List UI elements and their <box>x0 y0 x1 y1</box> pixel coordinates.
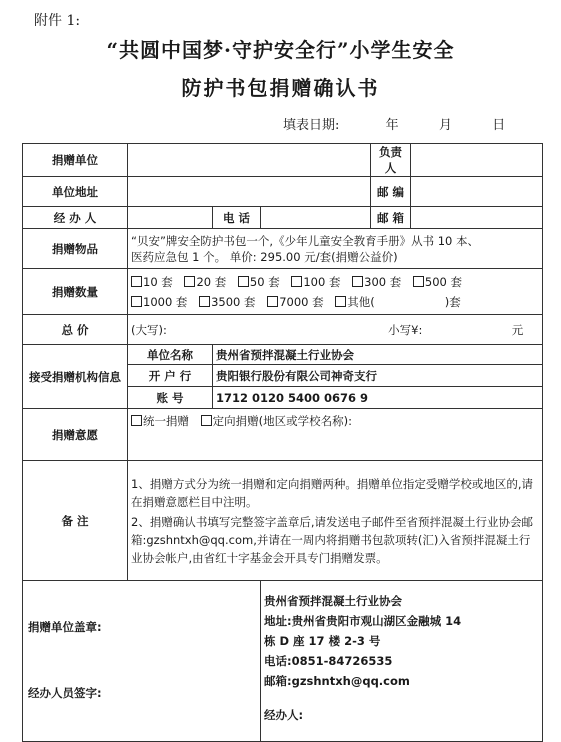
fill-date-row <box>283 114 505 133</box>
checkbox[interactable] <box>291 276 302 287</box>
donor-unit-field[interactable] <box>128 144 371 177</box>
bank-value: 贵阳银行股份有限公司神奇支行 <box>213 365 543 387</box>
unit-address-label: 单位地址 <box>23 177 128 207</box>
qty-option[interactable]: 50 套 <box>238 274 280 290</box>
handler-field[interactable] <box>128 207 213 229</box>
qty-option[interactable]: 3500 套 <box>199 294 255 310</box>
checkbox[interactable] <box>352 276 363 287</box>
qty-option[interactable]: 10 套 <box>131 274 173 290</box>
recv-name-label: 单位名称 <box>128 345 213 365</box>
postcode-field[interactable] <box>411 177 543 207</box>
signature-label: 经办人员签字: <box>28 686 102 700</box>
org-address-cont: 栋 D 座 17 楼 2-3 号 <box>264 634 381 648</box>
checkbox[interactable] <box>131 296 142 307</box>
total-upper-label: (大写): <box>131 322 167 337</box>
goods-label: 捐赠物品 <box>23 229 128 269</box>
intent-label: 捐赠意愿 <box>23 409 128 461</box>
checkbox[interactable] <box>184 276 195 287</box>
total-field[interactable] <box>128 315 543 345</box>
org-contact-block <box>261 581 543 742</box>
org-name: 贵州省预拌混凝土行业协会 <box>264 594 402 608</box>
org-email: 邮箱:gzshntxh@qq.com <box>264 674 410 688</box>
handler-label: 经 办 人 <box>23 207 128 229</box>
remarks-content <box>128 461 543 581</box>
checkbox[interactable] <box>335 296 346 307</box>
recipient-info-label: 接受捐赠机构信息 <box>23 345 128 409</box>
attachment-label: 附件 1: <box>34 13 81 29</box>
org-phone: 电话:0851-84726535 <box>264 654 393 668</box>
checkbox[interactable] <box>201 415 212 426</box>
date-year-label: 年 <box>385 118 399 133</box>
total-label: 总 价 <box>23 315 128 345</box>
donor-unit-label: 捐赠单位 <box>23 144 128 177</box>
person-in-charge-field[interactable] <box>411 144 543 177</box>
stamp-label: 捐赠单位盖章: <box>28 620 102 634</box>
qty-option[interactable]: 1000 套 <box>131 294 187 310</box>
org-address: 地址:贵州省贵阳市观山湖区金融城 14 <box>264 614 462 628</box>
total-unit: 元 <box>511 322 524 337</box>
goods-line1: “贝安”牌安全防护书包一个,《少年儿童安全教育手册》从书 10 本、 <box>131 233 480 248</box>
page-title-line1: “共圆中国梦·守护安全行”小学生安全 <box>106 38 455 62</box>
remark-1: 1、捐赠方式分为统一捐赠和定向捐赠两种。捐赠单位指定受赠学校或地区的,请在捐赠意愿栏目中注明。 <box>131 476 533 509</box>
donation-form-table <box>22 143 543 742</box>
org-handler: 经办人: <box>264 708 304 722</box>
qty-option[interactable]: 20 套 <box>184 274 226 290</box>
phone-field[interactable] <box>261 207 371 229</box>
qty-option[interactable]: 500 套 <box>413 274 462 290</box>
goods-line2: 医药应急包 1 个。 单价: 295.00 元/套(捐赠公益价) <box>131 249 398 264</box>
donor-sign-block <box>23 581 261 742</box>
date-label: 填表日期: <box>283 118 340 133</box>
unit-address-field[interactable] <box>128 177 371 207</box>
remark-2: 2、捐赠确认书填写完整签字盖章后,请发送电子邮件至省预拌混凝土行业协会邮箱:gzshntxh@qq.com,并请在一周内将捐赠书包款项转(汇)入省预拌混凝土行业协会帐户,由省红十字基金会开具专门捐赠发票。 <box>131 514 533 565</box>
person-in-charge-label: 负责人 <box>371 144 411 177</box>
quantity-options <box>128 269 543 315</box>
qty-option[interactable]: 300 套 <box>352 274 401 290</box>
total-lower-label: 小写¥: <box>388 322 423 337</box>
goods-description <box>128 229 543 269</box>
qty-option[interactable]: 100 套 <box>291 274 340 290</box>
postcode-label: 邮 编 <box>371 177 411 207</box>
email-label: 邮 箱 <box>371 207 411 229</box>
checkbox[interactable] <box>238 276 249 287</box>
intent-options <box>128 409 543 461</box>
qty-option-other[interactable]: 其他( )套 <box>335 294 461 310</box>
checkbox[interactable] <box>267 296 278 307</box>
date-month-label: 月 <box>438 118 452 133</box>
date-day-label: 日 <box>492 118 506 133</box>
email-field[interactable] <box>411 207 543 229</box>
qty-option[interactable]: 7000 套 <box>267 294 323 310</box>
remarks-label: 备 注 <box>23 461 128 581</box>
checkbox[interactable] <box>199 296 210 307</box>
checkbox[interactable] <box>131 276 142 287</box>
intent-directed-option[interactable]: 定向捐赠(地区或学校名称): <box>201 413 352 429</box>
checkbox[interactable] <box>413 276 424 287</box>
account-value: 1712 0120 5400 0676 9 <box>213 387 543 409</box>
checkbox[interactable] <box>131 415 142 426</box>
account-label: 账 号 <box>128 387 213 409</box>
intent-unified-option[interactable]: 统一捐赠 <box>131 413 189 429</box>
quantity-label: 捐赠数量 <box>23 269 128 315</box>
bank-label: 开 户 行 <box>128 365 213 387</box>
phone-label: 电 话 <box>213 207 261 229</box>
recv-name-value: 贵州省预拌混凝土行业协会 <box>213 345 543 365</box>
page-title-line2: 防护书包捐赠确认书 <box>181 76 380 100</box>
